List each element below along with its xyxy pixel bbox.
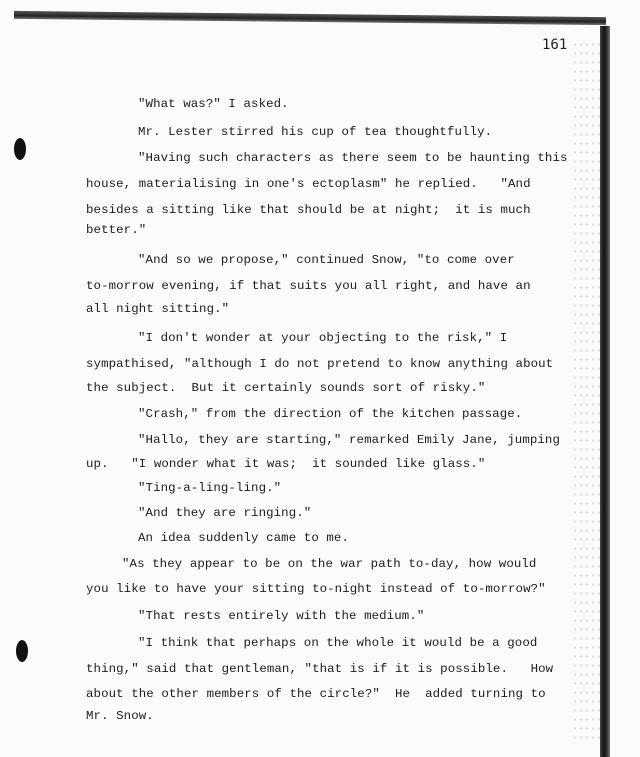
text-line: sympathised, "although I do not pretend to know anything about xyxy=(86,357,554,371)
text-line: "Hallo, they are starting," remarked Emily Jane, jumping xyxy=(138,433,560,447)
text-line: "As they appear to be on the war path to-day, how would xyxy=(122,557,537,571)
text-line: Mr. Lester stirred his cup of tea thoughtfully. xyxy=(138,125,493,139)
text-line: "And so we propose," continued Snow, "to come over xyxy=(138,253,515,267)
page-number: 161 xyxy=(542,37,568,53)
text-line: "I think that perhaps on the whole it would be a good xyxy=(138,636,538,650)
text-line: all night sitting." xyxy=(86,302,230,316)
text-line: "I don't wonder at your objecting to the risk," I xyxy=(138,331,508,345)
text-line: thing," said that gentleman, "that is if it is possible. How xyxy=(86,662,554,676)
text-line: better." xyxy=(86,223,147,237)
punch-hole-bottom xyxy=(16,640,28,662)
text-line: the subject. But it certainly sounds sort of risky." xyxy=(86,381,486,395)
text-line: besides a sitting like that should be at night; it is much xyxy=(86,203,531,217)
text-line: you like to have your sitting to-night instead of to-morrow?" xyxy=(86,582,546,596)
text-line: "Crash," from the direction of the kitchen passage. xyxy=(138,407,523,421)
text-line: to-morrow evening, if that suits you all right, and have an xyxy=(86,279,531,293)
text-line: "And they are ringing." xyxy=(138,506,312,520)
text-line: "What was?" I asked. xyxy=(138,97,289,111)
text-line: up. "I wonder what it was; it sounded like glass." xyxy=(86,457,486,471)
top-edge-rule xyxy=(14,11,606,25)
text-line: "Ting-a-ling-ling." xyxy=(138,481,282,495)
text-line: house, materialising in one's ectoplasm" he replied. "And xyxy=(86,177,531,191)
text-line: about the other members of the circle?" He added turning to xyxy=(86,687,546,701)
text-line: Mr. Snow. xyxy=(86,709,154,723)
text-line: "Having such characters as there seem to be haunting this xyxy=(138,151,568,165)
scan-noise xyxy=(572,40,600,740)
punch-hole-top xyxy=(14,138,26,160)
text-line: "That rests entirely with the medium." xyxy=(138,609,425,623)
right-page-edge xyxy=(600,26,610,757)
text-line: An idea suddenly came to me. xyxy=(138,531,349,545)
